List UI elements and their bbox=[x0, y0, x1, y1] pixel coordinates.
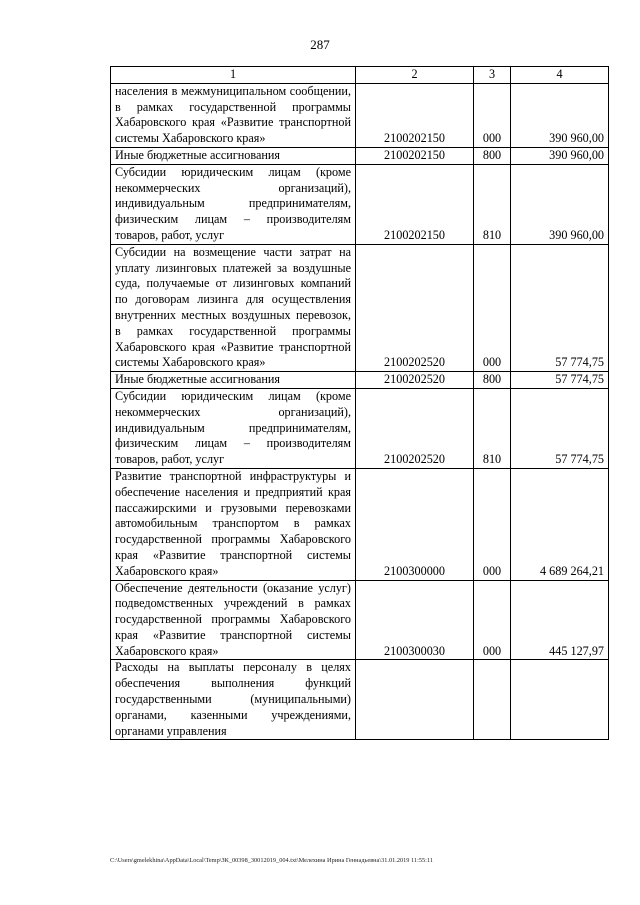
row-name: Субсидии юридическим лицам (кроме некоммерческих организаций), индивидуальным предпринимателям, физическим лицам – производителям товаров, работ, услуг bbox=[111, 164, 356, 244]
row-type: 000 bbox=[474, 468, 511, 580]
row-code: 2100202150 bbox=[356, 164, 474, 244]
row-type: 000 bbox=[474, 83, 511, 147]
header-cell: 4 bbox=[511, 67, 609, 84]
row-name: Субсидии на возмещение части затрат на уплату лизинговых платежей за воздушные суда, получаемые от лизинговых компаний по договорам лизинга для осуществления внутренних местных воздушных перевозок, в рамках государственной программы Хабаровского края «Развитие транспортной системы Хабаровского края» bbox=[111, 244, 356, 371]
row-type bbox=[474, 660, 511, 740]
row-type: 800 bbox=[474, 147, 511, 164]
row-sum: 390 960,00 bbox=[511, 147, 609, 164]
table-row bbox=[111, 83, 609, 147]
row-code bbox=[356, 660, 474, 740]
row-name: Развитие транспортной инфраструктуры и обеспечение населения и предприятий края пассажирскими и грузовыми перевозками автомобильным транспортом в рамках государственной программы Хабаровского края «Развитие транспортной системы Хабаровского края» bbox=[111, 468, 356, 580]
footer-file-path: C:\Users\gmelekhina\AppData\Local\Temp\ЗК_00398_30012019_004.txt\Мелехина Ирина Геннадьевна\31.01.2019 11:55:11 bbox=[110, 857, 433, 864]
row-sum: 57 774,75 bbox=[511, 388, 609, 468]
row-sum: 4 689 264,21 bbox=[511, 468, 609, 580]
row-sum: 57 774,75 bbox=[511, 372, 609, 389]
row-code: 2100202150 bbox=[356, 147, 474, 164]
row-name: Расходы на выплаты персоналу в целях обеспечения выполнения функций государственными (муниципальными) органами, казенными учреждениями, органами управления bbox=[111, 660, 356, 740]
row-name: населения в межмуниципальном сообщении, в рамках государственной программы Хабаровского края «Развитие транспортной системы Хабаровского края» bbox=[111, 83, 356, 147]
header-cell: 1 bbox=[111, 67, 356, 84]
row-type: 810 bbox=[474, 388, 511, 468]
row-code: 2100202150 bbox=[356, 83, 474, 147]
table-row bbox=[111, 388, 609, 468]
table-row bbox=[111, 372, 609, 389]
row-name: Субсидии юридическим лицам (кроме некоммерческих организаций), индивидуальным предпринимателям, физическим лицам – производителям товаров, работ, услуг bbox=[111, 388, 356, 468]
header-cell: 2 bbox=[356, 67, 474, 84]
table-row bbox=[111, 660, 609, 740]
row-code: 2100202520 bbox=[356, 388, 474, 468]
budget-table bbox=[110, 66, 609, 740]
row-sum bbox=[511, 660, 609, 740]
row-type: 800 bbox=[474, 372, 511, 389]
row-code: 2100300030 bbox=[356, 580, 474, 660]
table-row bbox=[111, 580, 609, 660]
row-sum: 57 774,75 bbox=[511, 244, 609, 371]
row-type: 000 bbox=[474, 580, 511, 660]
row-name: Иные бюджетные ассигнования bbox=[111, 372, 356, 389]
row-name: Иные бюджетные ассигнования bbox=[111, 147, 356, 164]
table-row bbox=[111, 244, 609, 371]
table-row bbox=[111, 468, 609, 580]
table-row bbox=[111, 164, 609, 244]
row-sum: 445 127,97 bbox=[511, 580, 609, 660]
header-cell: 3 bbox=[474, 67, 511, 84]
row-type: 000 bbox=[474, 244, 511, 371]
row-code: 2100300000 bbox=[356, 468, 474, 580]
table-row bbox=[111, 147, 609, 164]
row-name: Обеспечение деятельности (оказание услуг) подведомственных учреждений в рамках государственной программы Хабаровского края «Развитие транспортной системы Хабаровского края» bbox=[111, 580, 356, 660]
row-code: 2100202520 bbox=[356, 244, 474, 371]
row-code: 2100202520 bbox=[356, 372, 474, 389]
page-number: 287 bbox=[310, 37, 330, 52]
table-header-row bbox=[111, 67, 609, 84]
row-sum: 390 960,00 bbox=[511, 164, 609, 244]
row-sum: 390 960,00 bbox=[511, 83, 609, 147]
row-type: 810 bbox=[474, 164, 511, 244]
